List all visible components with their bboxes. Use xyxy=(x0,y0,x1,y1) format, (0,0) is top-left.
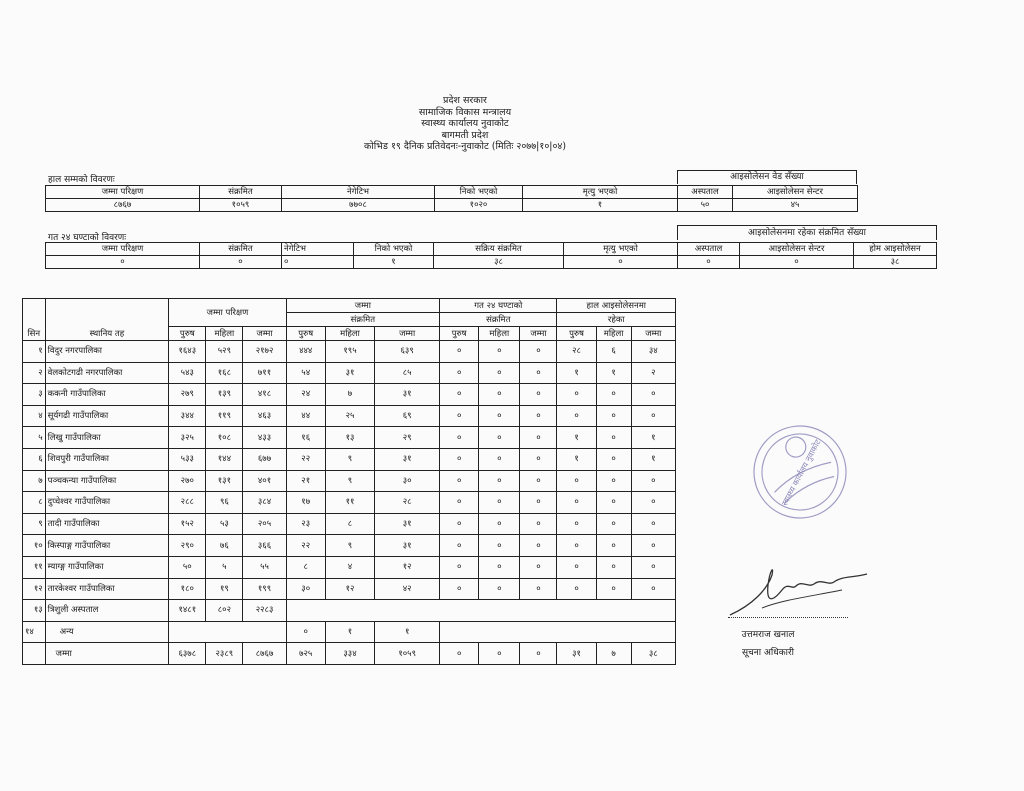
row-value: १ xyxy=(557,362,596,384)
row-local-name: म्याग्ङ्ग गाउँपालिका xyxy=(45,556,169,578)
row-value: ४०१ xyxy=(243,470,286,492)
row-value: ५५ xyxy=(243,556,286,578)
row-value: २९० xyxy=(169,535,206,557)
header-line-3: स्वास्थ्य कार्यालय नुवाकोट xyxy=(421,118,509,130)
table-row xyxy=(23,492,676,514)
sub-female: महिला xyxy=(479,327,520,341)
total-value: ३१ xyxy=(557,643,596,665)
last24-h-home-isolation: होम आइसोलेसन xyxy=(854,243,937,256)
row-value: ० xyxy=(440,384,479,406)
row-value: ४२ xyxy=(375,578,440,600)
row-sn: १३ xyxy=(23,600,46,622)
row-value: ६ xyxy=(596,341,631,363)
row-value: ० xyxy=(520,448,557,470)
row-value: ७११ xyxy=(243,362,286,384)
summary-value-row xyxy=(46,199,858,212)
summary-label: हाल सम्मको विवरणः xyxy=(48,175,115,185)
table-row xyxy=(23,427,676,449)
table-row xyxy=(23,448,676,470)
row-value: ६३९ xyxy=(375,341,440,363)
row-value: २३ xyxy=(286,513,325,535)
row-value: १३ xyxy=(325,427,374,449)
row-value: ० xyxy=(520,513,557,535)
row-value: ९६ xyxy=(206,492,243,514)
row-value: ४१८ xyxy=(243,384,286,406)
row-value: ० xyxy=(596,492,631,514)
row-value: ० xyxy=(479,362,520,384)
summary-h-recovered: निको भएको xyxy=(435,186,523,199)
total-value: ६३७८ xyxy=(169,643,206,665)
row-value: ४६३ xyxy=(243,405,286,427)
row-value: ० xyxy=(631,384,675,406)
row-value: ० xyxy=(479,578,520,600)
row-local-name: ककनी गाउँपालिका xyxy=(45,384,169,406)
row-value: २१७२ xyxy=(243,341,286,363)
row-value: ९ xyxy=(325,448,374,470)
total-value: ० xyxy=(479,643,520,665)
last24-label: गत २४ घण्टाको विवरणः xyxy=(48,233,127,243)
table-row xyxy=(23,362,676,384)
row-value: ० xyxy=(596,556,631,578)
sub-male: पुरुष xyxy=(557,327,596,341)
last24-v-hospital: ० xyxy=(678,256,740,269)
table-row xyxy=(23,470,676,492)
row-value: ९ xyxy=(325,470,374,492)
sub-female: महिला xyxy=(206,327,243,341)
summary-v-tests: ८७६७ xyxy=(46,199,200,212)
summary-v-negative: ७७०८ xyxy=(282,199,435,212)
municipality-table xyxy=(22,298,676,665)
row-value: १ xyxy=(325,621,374,643)
row-value: ० xyxy=(631,492,675,514)
row-value: ० xyxy=(520,492,557,514)
row-value: ० xyxy=(520,535,557,557)
row-value: २८ xyxy=(375,492,440,514)
sub-total: जम्मा xyxy=(375,327,440,341)
row-value: २१ xyxy=(286,470,325,492)
row-value: ० xyxy=(631,405,675,427)
row-value: ३१ xyxy=(375,448,440,470)
row-sn: १२ xyxy=(23,578,46,600)
row-value: ० xyxy=(440,448,479,470)
row-value: ० xyxy=(631,556,675,578)
row-local-name: दुप्चेश्वर गाउँपालिका xyxy=(45,492,169,514)
row-value: ० xyxy=(520,427,557,449)
row-value: ० xyxy=(520,578,557,600)
sub-female: महिला xyxy=(325,327,374,341)
table-row xyxy=(23,600,676,622)
row-value: ८५ xyxy=(375,362,440,384)
row-value: १५२ xyxy=(169,513,206,535)
row-value: ३१ xyxy=(375,535,440,557)
row-value: ० xyxy=(520,405,557,427)
row-value: ५ xyxy=(206,556,243,578)
col-local-header: स्थानिय तह xyxy=(45,299,169,341)
row-value: १ xyxy=(557,427,596,449)
row-value: ० xyxy=(520,341,557,363)
summary-v-hospital: ५० xyxy=(678,199,733,212)
signature-line xyxy=(728,617,848,618)
row-value: ० xyxy=(557,492,596,514)
total-value: ३८ xyxy=(631,643,675,665)
row-value: १९ xyxy=(206,578,243,600)
row-value: १४४ xyxy=(206,448,243,470)
header-line-4: बागमती प्रदेश xyxy=(441,129,489,141)
row-local-name: विदुर नगरपालिका xyxy=(45,341,169,363)
row-value: ० xyxy=(596,405,631,427)
row-value: ० xyxy=(596,384,631,406)
row-value: ३४ xyxy=(631,341,675,363)
row-value: ० xyxy=(596,448,631,470)
summary-h-negative: नेगेटिभ xyxy=(282,186,435,199)
last24-v-active: ३८ xyxy=(434,256,564,269)
row-value: २८ xyxy=(557,341,596,363)
summary-h-infected: संक्रमित xyxy=(200,186,282,199)
row-sn: ३ xyxy=(23,384,46,406)
row-value: ० xyxy=(557,535,596,557)
row-value: ० xyxy=(557,470,596,492)
row-sn: ९ xyxy=(23,513,46,535)
last24-table xyxy=(45,242,937,269)
row-local-name: सूर्यगढी गाउँपालिका xyxy=(45,405,169,427)
row-value: ० xyxy=(286,621,325,643)
group-last24-header-b: संक्रमित xyxy=(440,313,557,327)
total-value: ७ xyxy=(596,643,631,665)
row-local-name: त्रिशुली अस्पताल xyxy=(45,600,169,622)
row-value: ८०२ xyxy=(206,600,243,622)
row-local-name: तारकेश्वर गाउँपालिका xyxy=(45,578,169,600)
total-value: १०५९ xyxy=(375,643,440,665)
summary-v-recovered: १०२० xyxy=(435,199,523,212)
row-value: ० xyxy=(479,513,520,535)
sub-total: जम्मा xyxy=(520,327,557,341)
row-sn: १४ xyxy=(23,621,46,643)
row-value: ० xyxy=(520,556,557,578)
row-value: ५३३ xyxy=(169,448,206,470)
row-value: १९९ xyxy=(243,578,286,600)
row-value: ० xyxy=(440,405,479,427)
row-local-name: लिखु गाउँपालिका xyxy=(45,427,169,449)
row-value: ० xyxy=(479,470,520,492)
row-local-name: अन्य xyxy=(45,621,169,643)
total-value: ० xyxy=(440,643,479,665)
document-header xyxy=(300,95,630,153)
summary-h-deaths: मृत्यु भएको xyxy=(523,186,678,199)
summary-isolation-caption: आइसोलेसन वेड सँख्या xyxy=(677,170,857,184)
row-value: १ xyxy=(557,448,596,470)
row-value: ० xyxy=(596,470,631,492)
sub-male: पुरुष xyxy=(440,327,479,341)
row-value: ११९ xyxy=(206,405,243,427)
row-value: ९ xyxy=(325,535,374,557)
row-value: ३२५ xyxy=(169,427,206,449)
row-sn: ४ xyxy=(23,405,46,427)
row-value: ० xyxy=(479,448,520,470)
row-value: १६ xyxy=(286,427,325,449)
group-iso-header-a: हाल आइसोलेसनमा xyxy=(557,299,676,313)
row-local-name: शिवपुरी गाउँपालिका xyxy=(45,448,169,470)
row-local-name: पञ्चकन्या गाउँपालिका xyxy=(45,470,169,492)
summary-h-tests: जम्मा परिक्षण xyxy=(46,186,200,199)
row-value: २८८ xyxy=(169,492,206,514)
row-value: १३१ xyxy=(206,470,243,492)
row-value: ० xyxy=(631,470,675,492)
total-value: ७२५ xyxy=(286,643,325,665)
row-value: ३६६ xyxy=(243,535,286,557)
row-value: ० xyxy=(631,578,675,600)
row-value: ५४ xyxy=(286,362,325,384)
group-header-row-1 xyxy=(23,299,676,313)
row-value: ० xyxy=(440,492,479,514)
row-value: ३१ xyxy=(375,513,440,535)
row-value: ० xyxy=(596,513,631,535)
row-value: ५३ xyxy=(206,513,243,535)
row-value: ३१ xyxy=(375,384,440,406)
row-value: १ xyxy=(375,621,440,643)
total-value: ३३४ xyxy=(325,643,374,665)
summary-h-isolation-center: आइसोलेसन सेन्टर xyxy=(733,186,858,199)
office-seal-icon xyxy=(748,418,852,526)
summary-header-row xyxy=(46,186,858,199)
row-value: ३० xyxy=(375,470,440,492)
row-value: ० xyxy=(440,535,479,557)
row-sn: ७ xyxy=(23,470,46,492)
row-value: ५४३ xyxy=(169,362,206,384)
row-value: ० xyxy=(520,384,557,406)
row-value: २२ xyxy=(286,535,325,557)
row-value: ० xyxy=(479,427,520,449)
table-row xyxy=(23,405,676,427)
row-sn: २ xyxy=(23,362,46,384)
last24-v-infected: ० xyxy=(200,256,282,269)
row-value: २७९ xyxy=(169,384,206,406)
row-value: ० xyxy=(479,556,520,578)
row-value: ० xyxy=(440,362,479,384)
summary-v-infected: १०५९ xyxy=(200,199,282,212)
total-value: ० xyxy=(520,643,557,665)
row-value: ५० xyxy=(169,556,206,578)
last24-v-recovered: १ xyxy=(354,256,434,269)
row-value: ० xyxy=(520,470,557,492)
last24-h-active: सक्रिय संक्रमित xyxy=(434,243,564,256)
row-value: २०५ xyxy=(243,513,286,535)
row-value: ० xyxy=(631,535,675,557)
row-value: १०८ xyxy=(206,427,243,449)
row-value: १ xyxy=(631,448,675,470)
row-value: ७६ xyxy=(206,535,243,557)
row-value: १३९ xyxy=(206,384,243,406)
row-value: ८ xyxy=(325,513,374,535)
group-infected-header-a: जम्मा xyxy=(286,299,439,313)
last24-h-recovered: निको भएको xyxy=(354,243,434,256)
table-row xyxy=(23,621,676,643)
row-value: २२ xyxy=(286,448,325,470)
header-line-1: प्रदेश सरकार xyxy=(443,95,487,106)
row-value: ३० xyxy=(286,578,325,600)
row-value: २९ xyxy=(375,427,440,449)
row-empty xyxy=(169,621,286,643)
last24-h-isolation-center: आइसोलेसन सेन्टर xyxy=(740,243,854,256)
row-value: २ xyxy=(631,362,675,384)
summary-v-deaths: १ xyxy=(523,199,678,212)
table-row xyxy=(23,513,676,535)
row-value: ० xyxy=(479,535,520,557)
row-value: २२८३ xyxy=(243,600,286,622)
row-value: ६७७ xyxy=(243,448,286,470)
row-value: ० xyxy=(440,341,479,363)
signature-icon xyxy=(722,560,872,620)
row-value: ० xyxy=(557,513,596,535)
row-value: ११ xyxy=(325,492,374,514)
row-sn: १ xyxy=(23,341,46,363)
row-value: १९५ xyxy=(325,341,374,363)
group-infected-header-b: संक्रमित xyxy=(286,313,439,327)
row-value: ० xyxy=(440,578,479,600)
last24-h-tests: जम्मा परिक्षण xyxy=(46,243,200,256)
row-value: ० xyxy=(440,556,479,578)
total-value: ८७६७ xyxy=(243,643,286,665)
row-sn: ६ xyxy=(23,448,46,470)
table-row xyxy=(23,556,676,578)
row-value: ० xyxy=(596,427,631,449)
row-value: ७ xyxy=(325,384,374,406)
row-value: ० xyxy=(479,341,520,363)
header-line-2: सामाजिक विकास मन्त्रालय xyxy=(418,106,512,118)
row-empty xyxy=(286,600,675,622)
row-value: ० xyxy=(596,535,631,557)
row-value: ० xyxy=(479,405,520,427)
row-empty xyxy=(440,621,676,643)
row-value: ३१ xyxy=(325,362,374,384)
table-row xyxy=(23,384,676,406)
last24-v-isolation-center: ० xyxy=(740,256,854,269)
last24-h-hospital: अस्पताल xyxy=(678,243,740,256)
row-value: ४ xyxy=(325,556,374,578)
last24-h-deaths: मृत्यु भएको xyxy=(564,243,678,256)
group-last24-header-a: गत २४ घण्टाको xyxy=(440,299,557,313)
last24-isolation-caption: आइसोलेसनमा रहेका संक्रमित सँख्या xyxy=(677,225,937,240)
row-value: १८० xyxy=(169,578,206,600)
group-iso-header-b: रहेका xyxy=(557,313,676,327)
summary-table xyxy=(45,185,858,212)
row-value: ३८४ xyxy=(243,492,286,514)
row-value: ० xyxy=(557,405,596,427)
total-value: २३८९ xyxy=(206,643,243,665)
row-value: ० xyxy=(479,384,520,406)
row-value: ० xyxy=(557,384,596,406)
row-value: ० xyxy=(631,513,675,535)
row-value: २४ xyxy=(286,384,325,406)
sub-male: पुरुष xyxy=(169,327,206,341)
row-value: ० xyxy=(520,362,557,384)
row-value: १७ xyxy=(286,492,325,514)
header-line-5: कोभिड १९ दैनिक प्रतिवेदनः-नुवाकोट (मितिः २०७७|१०|०४) xyxy=(363,141,567,153)
row-value: ० xyxy=(557,578,596,600)
table-row xyxy=(23,535,676,557)
last24-v-home-isolation: ३८ xyxy=(854,256,937,269)
row-value: १४८१ xyxy=(169,600,206,622)
row-value: २५ xyxy=(325,405,374,427)
last24-value-row xyxy=(46,256,937,269)
row-value: १ xyxy=(596,362,631,384)
row-value: १२ xyxy=(375,556,440,578)
seal-text: स्वास्थ्य कार्यालय नुवाकोट xyxy=(780,438,823,508)
row-value: २७० xyxy=(169,470,206,492)
row-local-name: किस्पाङ्ग गाउँपालिका xyxy=(45,535,169,557)
table-row xyxy=(23,578,676,600)
last24-header-row xyxy=(46,243,937,256)
row-value: १२ xyxy=(325,578,374,600)
summary-h-hospital: अस्पताल xyxy=(678,186,733,199)
officer-name: उत्तमराज खनाल xyxy=(741,630,795,640)
row-sn: १० xyxy=(23,535,46,557)
row-value: १ xyxy=(631,427,675,449)
row-value: ४३३ xyxy=(243,427,286,449)
table-row xyxy=(23,341,676,363)
last24-v-negative: ० xyxy=(282,256,354,269)
row-sn: ११ xyxy=(23,556,46,578)
last24-h-negative: नेगेटिभ xyxy=(282,243,354,256)
row-value: ० xyxy=(596,578,631,600)
sub-total: जम्मा xyxy=(631,327,675,341)
row-value: ४४ xyxy=(286,405,325,427)
row-value: ६९ xyxy=(375,405,440,427)
sub-total: जम्मा xyxy=(243,327,286,341)
row-sn: ५ xyxy=(23,427,46,449)
row-value: ५२९ xyxy=(206,341,243,363)
last24-v-tests: ० xyxy=(46,256,200,269)
row-local-name: वेलकोटगढी नगरपालिका xyxy=(45,362,169,384)
total-label: जम्मा xyxy=(45,643,169,665)
row-value: ० xyxy=(479,492,520,514)
last24-h-infected: संक्रमित xyxy=(200,243,282,256)
row-value: ० xyxy=(440,470,479,492)
row-value: ८ xyxy=(286,556,325,578)
row-value: १६८ xyxy=(206,362,243,384)
row-value: ४४४ xyxy=(286,341,325,363)
row-value: १६४३ xyxy=(169,341,206,363)
summary-v-isolation-center: ४५ xyxy=(733,199,858,212)
officer-title: सूचना अधिकारी xyxy=(742,648,794,658)
group-tests-header: जम्मा परिक्षण xyxy=(169,299,286,327)
total-row xyxy=(23,643,676,665)
row-value: ० xyxy=(440,427,479,449)
row-value: ० xyxy=(440,513,479,535)
row-sn-empty xyxy=(23,643,46,665)
sub-female: महिला xyxy=(596,327,631,341)
last24-v-deaths: ० xyxy=(564,256,678,269)
row-local-name: तादी गाउँपालिका xyxy=(45,513,169,535)
row-sn: ८ xyxy=(23,492,46,514)
row-value: ० xyxy=(557,556,596,578)
col-sn-header: सिन xyxy=(23,299,46,341)
sub-male: पुरुष xyxy=(286,327,325,341)
row-value: ३४४ xyxy=(169,405,206,427)
